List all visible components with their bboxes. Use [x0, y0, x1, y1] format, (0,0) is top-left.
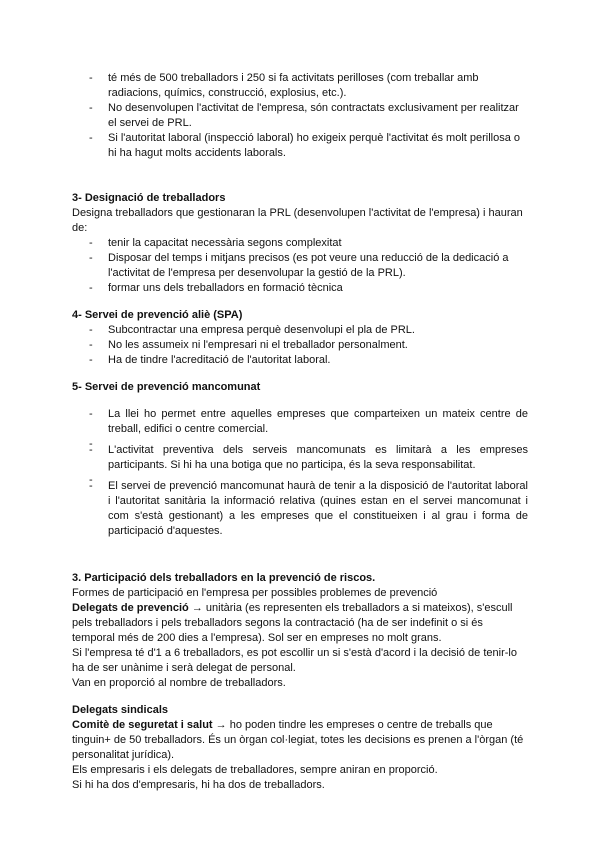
comite-text: → ho poden tindre les empreses o centre de treballs que tinguin+ de 50 treballadors. És un òrgan col·legiat, totes les decisions es prenen a l'òrgan (té personalitat jurídica). [72, 719, 524, 761]
section-4-list [72, 323, 528, 368]
list-item: - L'activitat preventiva dels serveis mancomunats es limitarà a les empreses participants. Si hi ha una botiga que no participa, és la seva responsabilitat. [72, 443, 528, 473]
comite-label: Comitè de seguretat i salut [72, 719, 213, 731]
list-item: - formar uns dels treballadors en formació tècnica [72, 281, 528, 296]
section-4-heading: 4- Servei de prevenció aliè (SPA) [72, 309, 243, 321]
part-3-paragraph: Van en proporció al nombre de treballadors. [72, 677, 286, 689]
section-5-heading: 5- Servei de prevenció mancomunat [72, 381, 261, 393]
top-bullet-list [72, 71, 528, 161]
part-3-paragraph: Si l'empresa té d'1 a 6 treballadors, es pot escollir un si s'està d'acord i la decisió de tenir-lo ha de ser unànime i serà delegat de personal. [72, 647, 517, 674]
section-3-list [72, 236, 528, 296]
sindicals-paragraph: Si hi ha dos d'empresaris, hi ha dos de treballadors. [72, 779, 325, 791]
list-item: - tenir la capacitat necessària segons complexitat [72, 236, 528, 251]
section-3-intro: Designa treballadors que gestionaran la PRL (desenvolupen l'activitat de l'empresa) i hauran de: [72, 207, 523, 234]
list-item: - Ha de tindre l'acreditació de l'autoritat laboral. [72, 353, 528, 368]
comite-paragraph [72, 718, 528, 763]
list-item: - té més de 500 treballadors i 250 si fa activitats perilloses (com treballar amb radiacions, químics, construcció, explosius, etc.). [72, 71, 528, 101]
delegats-prevencio-text: → unitària (es representen els treballadors a si mateixos), s'escull pels treballadors i pels treballadors segons la contractació (ha de ser indefinit o si és temporal més de 200 dies a l'empresa). Sol ser en empreses no molt grans. [72, 602, 513, 644]
list-item: - No desenvolupen l'activitat de l'empresa, són contractats exclusivament per realitzar el servei de PRL. [72, 101, 528, 131]
list-item: - La llei ho permet entre aquelles empreses que comparteixen un mateix centre de treball, edifici o centre comercial. [72, 407, 528, 437]
section-5-list [72, 407, 528, 539]
list-item: - El servei de prevenció mancomunat haurà de tenir a la disposició de l'autoritat laboral i l'autoritat sanitària la informació relativa (quines estan en el servei mancomunat i com s'està gestionant) a les empreses que el constitueixen i al grau i forma de participació d'aquestes. [72, 479, 528, 539]
list-item: - Disposar del temps i mitjans precisos (es pot veure una reducció de la dedicació a l'activitat de l'empresa per desenvolupar la gestió de la PRL). [72, 251, 528, 281]
delegats-prevencio-label: Delegats de prevenció [72, 602, 189, 614]
delegats-prevencio-paragraph [72, 601, 528, 646]
list-item: - Si l'autoritat laboral (inspecció laboral) ho exigeix perquè l'activitat és molt perillosa o hi ha hagut molts accidents laborals. [72, 131, 528, 161]
section-3-heading: 3- Designació de treballadors [72, 192, 226, 204]
list-item: - Subcontractar una empresa perquè desenvolupi el pla de PRL. [72, 323, 528, 338]
delegats-sindicals-heading: Delegats sindicals [72, 704, 168, 716]
list-item: - No les assumeix ni l'empresari ni el treballador personalment. [72, 338, 528, 353]
part-3-intro: Formes de participació en l'empresa per possibles problemes de prevenció [72, 587, 438, 599]
sindicals-paragraph: Els empresaris i els delegats de treballadores, sempre aniran en proporció. [72, 764, 438, 776]
part-3-heading: 3. Participació dels treballadors en la prevenció de riscos. [72, 572, 376, 584]
